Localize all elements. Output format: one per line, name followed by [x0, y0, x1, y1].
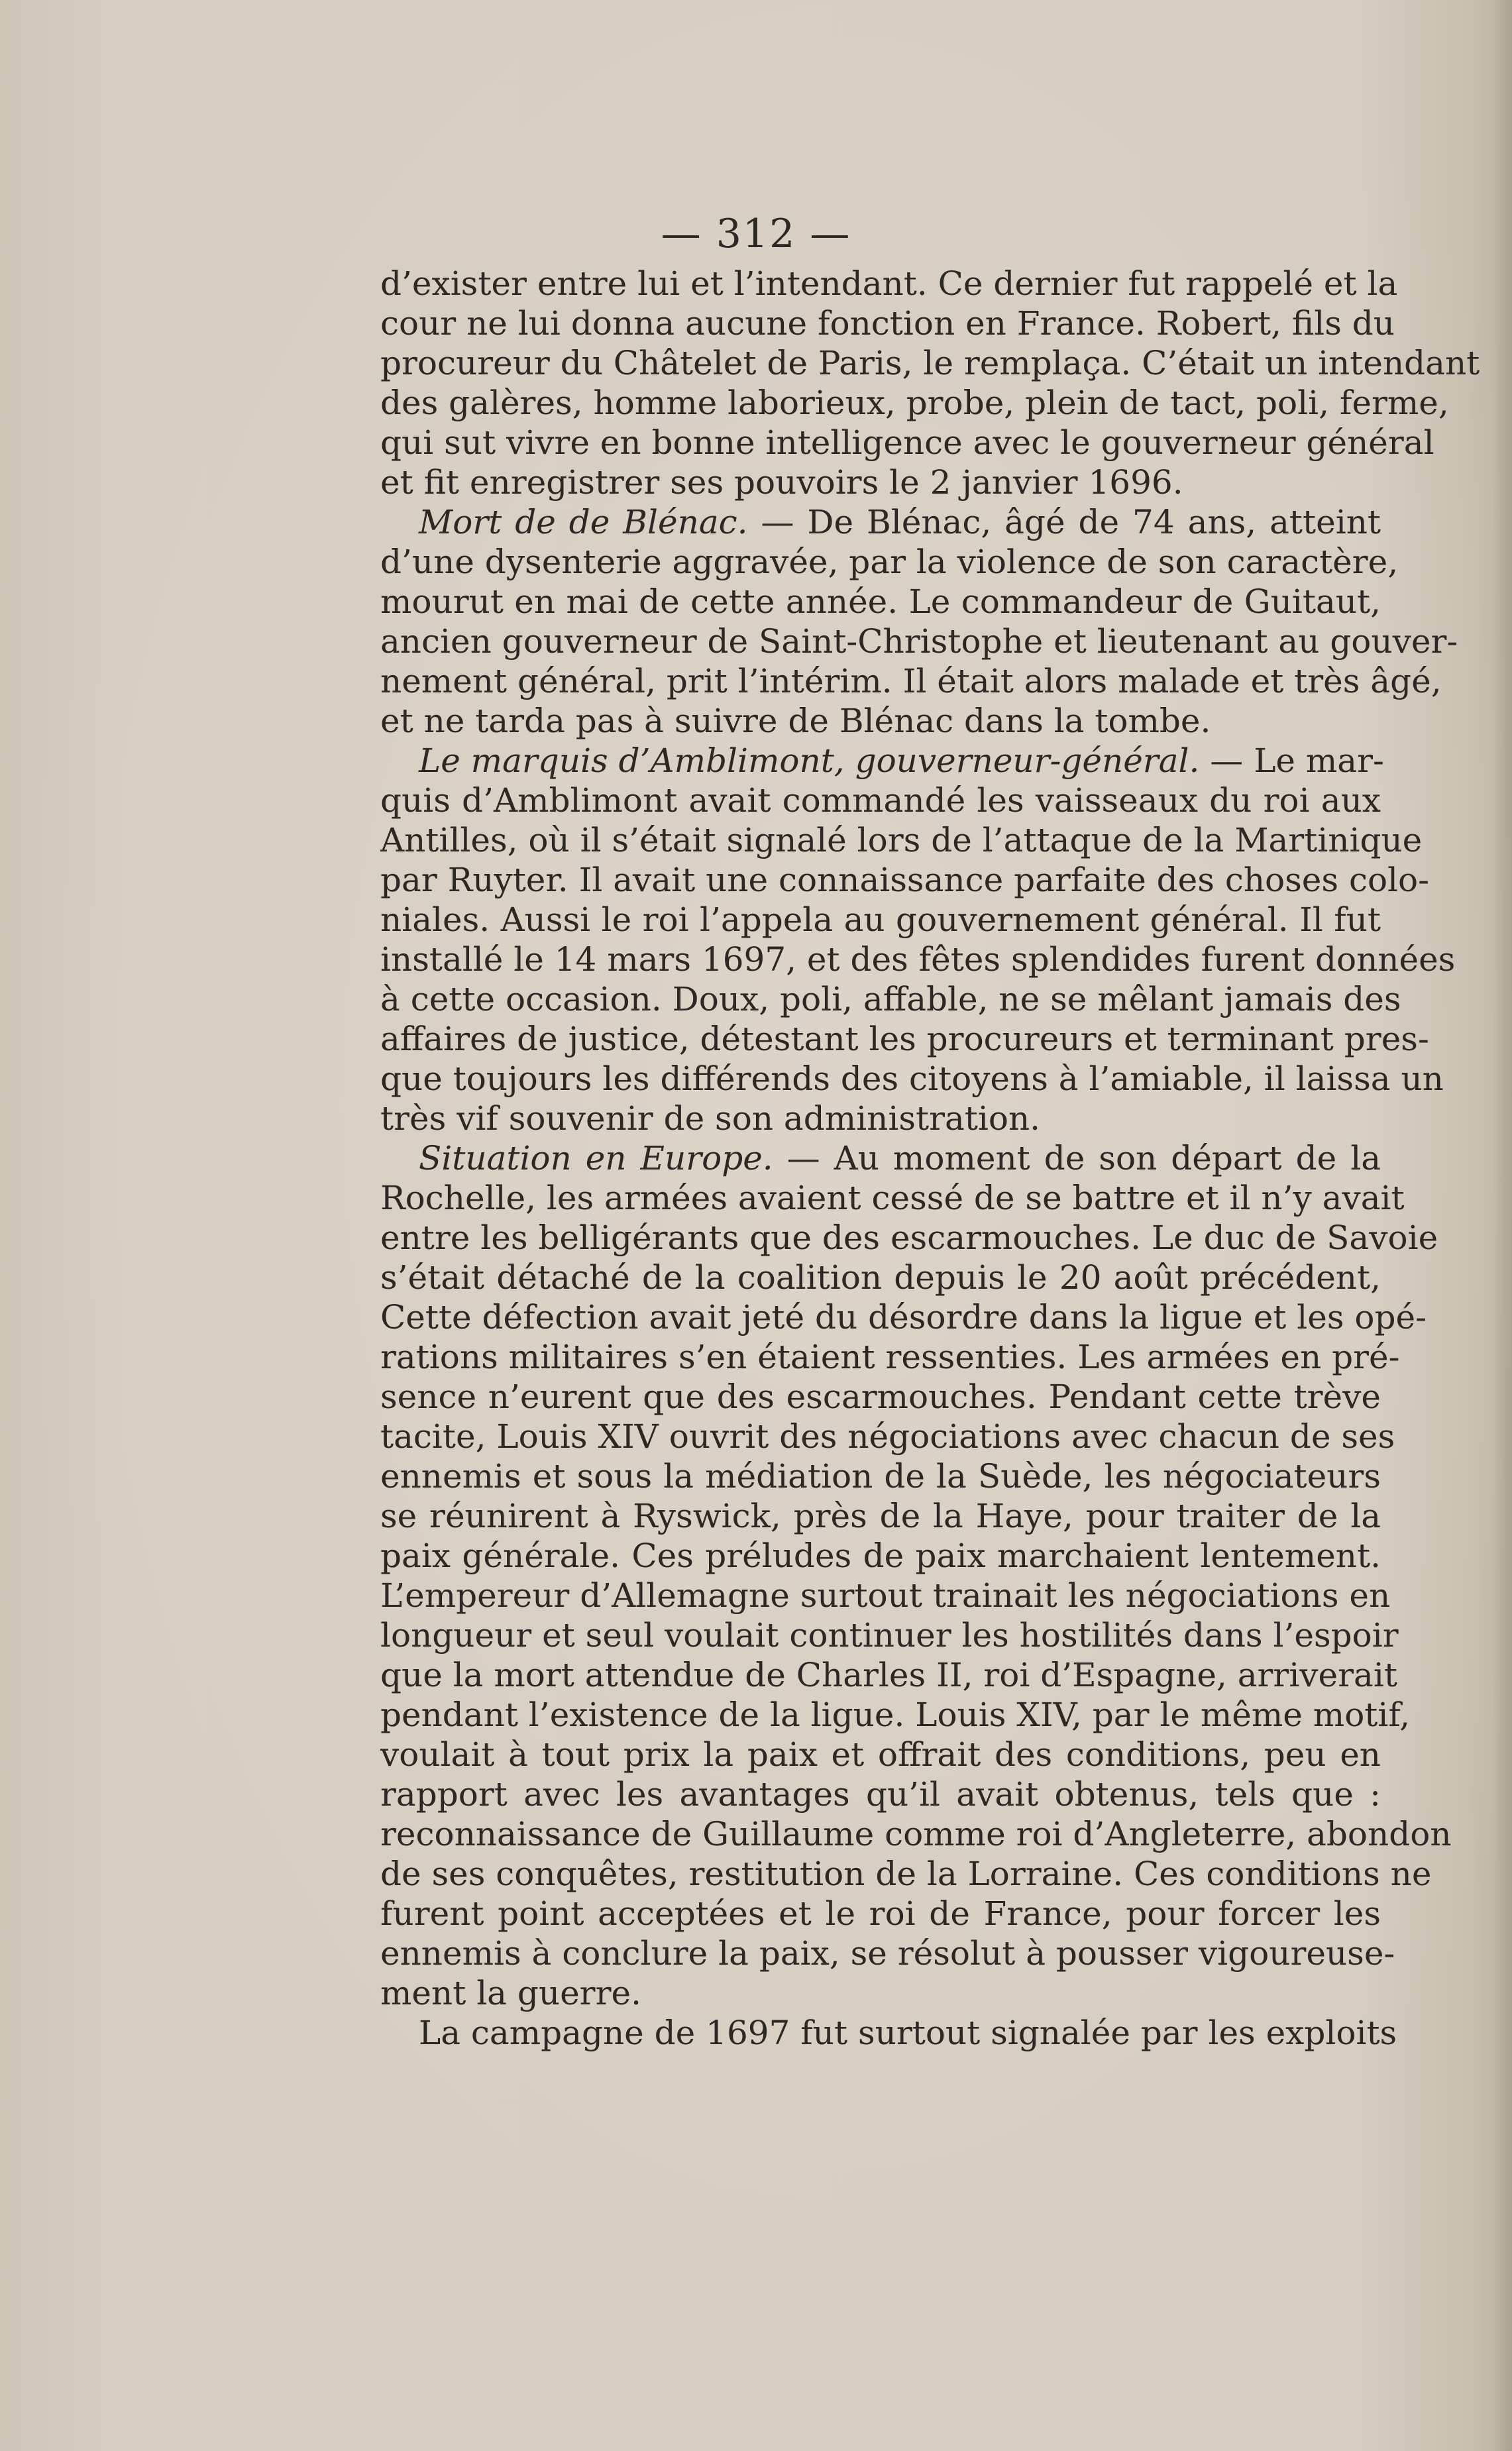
section-heading-situation-europe: Situation en Europe. — [419, 1139, 773, 1177]
page-number: — 312 — — [661, 211, 851, 257]
text-line: installé le 14 mars 1697, et des fêtes splendides furent données — [380, 940, 1456, 979]
text-line: voulait à tout prix la paix et offrait des conditions, peu en — [380, 1735, 1381, 1774]
section-start-line: Le marquis d’Amblimont, gouverneur-général. — Le mar- — [419, 741, 1384, 780]
text-line: s’était détaché de la coalition depuis le 20 août précédent, — [380, 1258, 1381, 1297]
text-line: procureur du Châtelet de Paris, le remplaça. C’était un intendant — [380, 344, 1480, 382]
text-line: affaires de justice, détestant les procureurs et terminant pres- — [380, 1020, 1429, 1058]
text-line: pendant l’existence de la ligue. Louis XIV, par le même motif, — [380, 1696, 1411, 1734]
text-line: L’empereur d’Allemagne surtout trainait les négociations en — [380, 1576, 1391, 1615]
text-line: sence n’eurent que des escarmouches. Pendant cette trève — [380, 1378, 1381, 1416]
text-line: niales. Aussi le roi l’appela au gouvernement général. Il fut — [380, 900, 1381, 939]
section-start-line: Mort de de Blénac. — De Blénac, âgé de 74 ans, atteint — [419, 503, 1381, 541]
text-line: ment la guerre. — [380, 1974, 641, 2012]
text-line: rapport avec les avantages qu’il avait obtenus, tels que : — [380, 1775, 1381, 1814]
text-line: se réunirent à Ryswick, près de la Haye, pour traiter de la — [380, 1497, 1381, 1535]
section-heading-marquis-amblimont: Le marquis d’Amblimont, gouverneur-général. — [419, 741, 1200, 780]
text-line: Cette défection avait jeté du désordre dans la ligue et les opé- — [380, 1298, 1427, 1336]
text-line: des galères, homme laborieux, probe, plein de tact, poli, ferme, — [380, 384, 1449, 422]
text-line: d’une dysenterie aggravée, par la violence de son caractère, — [380, 543, 1399, 581]
text-line: furent point acceptées et le roi de France, pour forcer les — [380, 1894, 1381, 1933]
text-line: de ses conquêtes, restitution de la Lorraine. Ces conditions ne — [380, 1855, 1432, 1893]
text-line: rations militaires s’en étaient ressenties. Les armées en pré- — [380, 1338, 1400, 1376]
text-line: mourut en mai de cette année. Le commandeur de Guitaut, — [380, 582, 1381, 621]
text-line: cour ne lui donna aucune fonction en France. Robert, fils du — [380, 304, 1395, 343]
text-line: par Ruyter. Il avait une connaissance parfaite des choses colo- — [380, 861, 1430, 899]
text-line: paix générale. Ces préludes de paix marchaient lentement. — [380, 1537, 1381, 1575]
text-line: quis d’Amblimont avait commandé les vaisseaux du roi aux — [380, 781, 1381, 820]
text-line: entre les belligérants que des escarmouches. Le duc de Savoie — [380, 1219, 1438, 1257]
text-line: que la mort attendue de Charles II, roi d’Espagne, arriverait — [380, 1656, 1397, 1694]
body-text — [380, 264, 1480, 2053]
text-line: longueur et seul voulait continuer les hostilités dans l’espoir — [380, 1616, 1399, 1655]
text-line: d’exister entre lui et l’intendant. Ce dernier fut rappelé et la — [380, 264, 1398, 303]
text-line: qui sut vivre en bonne intelligence avec le gouverneur général — [380, 423, 1434, 462]
text-line: reconnaissance de Guillaume comme roi d’Angleterre, abondon — [380, 1815, 1452, 1853]
section-start-line: Situation en Europe. — Au moment de son départ de la — [419, 1139, 1381, 1177]
text-line: et fit enregistrer ses pouvoirs le 2 janvier 1696. — [380, 463, 1183, 502]
text-line: ennemis et sous la médiation de la Suède, les négociateurs — [380, 1457, 1381, 1496]
text-line: ancien gouverneur de Saint-Christophe et lieutenant au gouver- — [380, 622, 1458, 661]
text-line: très vif souvenir de son administration. — [380, 1099, 1041, 1138]
text-line: La campagne de 1697 fut surtout signalée par les exploits — [419, 2014, 1397, 2052]
text-line: Rochelle, les armées avaient cessé de se battre et il n’y avait — [380, 1179, 1405, 1217]
text-line: à cette occasion. Doux, poli, affable, ne se mêlant jamais des — [380, 980, 1401, 1018]
text-line: et ne tarda pas à suivre de Blénac dans la tombe. — [380, 702, 1211, 740]
section-heading-mort-de-blenac: Mort de de Blénac. — [419, 503, 748, 541]
text-line: nement général, prit l’intérim. Il était alors malade et très âgé, — [380, 662, 1442, 700]
page-edge-shadow — [1492, 0, 1512, 2451]
text-line: tacite, Louis XIV ouvrit des négociations avec chacun de ses — [380, 1417, 1395, 1456]
text-line: ennemis à conclure la paix, se résolut à pousser vigoureuse- — [380, 1934, 1395, 1973]
text-line: que toujours les différends des citoyens à l’amiable, il laissa un — [380, 1060, 1444, 1098]
text-line: Antilles, où il s’était signalé lors de l’attaque de la Martinique — [380, 821, 1423, 859]
